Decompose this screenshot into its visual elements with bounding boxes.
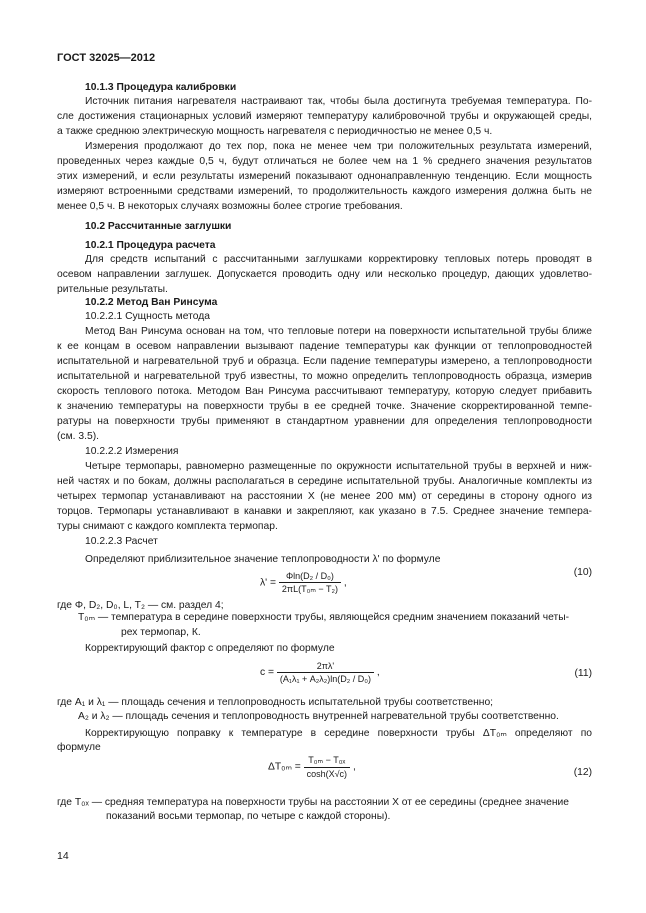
paragraph-line: проведенных через каждые 0,5 ч, будут отличаться не более чем на 1 % среднего значения результатов — [57, 156, 592, 167]
paragraph-line: Для средств испытаний с рассчитанными заглушками корректировку тепловых потерь проводят в — [85, 254, 592, 265]
paragraph-line: а также среднюю электрическую мощность нагревателя с периодичностью не менее 0,5 ч. — [57, 126, 493, 137]
fraction-numerator: Φln(D₂ / D₀) — [279, 571, 341, 583]
paragraph-line: к значению температуры на поверхности трубы в ее средней точке. Значение скорректированной темпе- — [57, 401, 592, 412]
heading-10-2-2: 10.2.2 Метод Ван Ринсума — [85, 297, 218, 308]
paragraph-line: испытательной и нагревательной труб и образца. Если падение температуры измерено, а теплопроводности — [57, 356, 592, 367]
equation-tail: , — [352, 761, 356, 773]
paragraph-line: (см. 3.5). — [57, 431, 99, 442]
paragraph-line: Корректирующую поправку к температуре в середине поверхности трубы ΔT₀ₘ определяют по — [85, 728, 592, 739]
paragraph-line: Измерения продолжают до тех пор, пока не менее чем три положительных результата измерений, — [85, 141, 592, 152]
paragraph-line: Определяют приблизительное значение теплопроводности λ' по формуле — [85, 554, 441, 565]
fraction-numerator: 2πλ' — [277, 661, 374, 673]
paragraph-line: ратуры на поверхности трубы применяют в стандартном уравнении для определения теплопроводности — [57, 416, 592, 427]
paragraph-line: скорость теплового потока. Методом Ван Ринсума рассчитывают температуру, которую следует прибавить — [57, 386, 592, 397]
equation-tail: , — [376, 667, 380, 679]
equation-lhs: λ' = — [260, 577, 276, 589]
where-line: A₂ и λ₂ — площадь сечения и теплопроводность внутренней нагревательной трубы соответственно. — [78, 711, 559, 722]
paragraph-line: измеряют встроенными средствами измерений, то продолжительность каждого измерения должна быть не — [57, 186, 592, 197]
equation-number: (10) — [573, 567, 592, 578]
paragraph-line: формуле — [57, 742, 101, 753]
paragraph-line: туры снимают с каждого комплекта термопар. — [57, 521, 278, 532]
equation-10 — [260, 571, 347, 595]
equation-number: (12) — [573, 767, 592, 778]
where-line: показаний восьми термопар, по четыре с каждой стороны). — [106, 811, 391, 822]
paragraph-line: этих измерений, и если результаты измерений показывают однонаправленную тенденцию. Если мощность — [57, 171, 592, 182]
fraction-denominator: (A₁λ₁ + A₂λ₂)ln(D₂ / D₀) — [279, 674, 371, 684]
equation-lhs: c = — [260, 667, 275, 679]
paragraph-line: Четыре термопары, равномерно размещенные по окружности испытательной трубы в верхней и ниж- — [85, 461, 592, 472]
equation-11 — [260, 661, 380, 684]
where-line: где T₀ₓ — средняя температура на поверхности трубы на расстоянии X от ее середины (среднее значение — [57, 797, 569, 808]
equation-lhs: ΔT₀ₘ = — [268, 761, 301, 773]
equation-fraction — [277, 661, 374, 684]
paragraph-line: осевом направлении заглушек. Допускается проводить одну или несколько процедур, дающих удовлетво- — [57, 269, 592, 280]
paragraph-line: рительные результаты. — [57, 284, 168, 295]
equation-12 — [268, 755, 356, 779]
equation-fraction — [304, 755, 350, 779]
equation-number: (11) — [574, 668, 592, 679]
paragraph-line: к ее концам в осевом направлении вызывают падение температуры как функции от теплопроводностей — [57, 341, 592, 352]
paragraph-line: менее 0,5 ч. В некоторых случаях возможны более строгие требования. — [57, 201, 403, 212]
paragraph-line: Корректирующий фактор c определяют по формуле — [85, 643, 335, 654]
heading-10-2-2-1: 10.2.2.1 Сущность метода — [85, 311, 210, 322]
fraction-denominator: 2πL(T₀ₘ − T₂) — [281, 584, 339, 594]
heading-10-2: 10.2 Рассчитанные заглушки — [85, 221, 232, 232]
paragraph-line: Источник питания нагревателя настраивают так, чтобы была достигнута требуемая температура. По- — [85, 96, 592, 107]
page-number: 14 — [57, 850, 69, 862]
paragraph-line: торцов. Термопары устанавливают в канавки и закрепляют, как указано в 7.5. Среднее значение темпера- — [57, 506, 592, 517]
heading-10-2-2-2: 10.2.2.2 Измерения — [85, 446, 179, 457]
where-line: T₀ₘ — температура в середине поверхности трубы, являющейся средним значением показаний четы- — [78, 612, 570, 623]
heading-10-2-2-3: 10.2.2.3 Расчет — [85, 536, 158, 547]
where-line: рех термопар, К. — [121, 627, 201, 638]
heading-10-1-3: 10.1.3 Процедура калибровки — [85, 82, 237, 93]
where-line: где A₁ и λ₁ — площадь сечения и теплопроводность испытательной трубы соответственно; — [57, 697, 494, 708]
paragraph-line: Метод Ван Ринсума основан на том, что тепловые потери на поверхности испытательной трубы ближе — [85, 326, 592, 337]
where-line: где Φ, D₂, D₀, L, T₂ — см. раздел 4; — [57, 600, 224, 611]
paragraph-line: четырех термопар устанавливают на расстоянии X (не менее 200 мм) от середины в сторону одного из — [57, 491, 592, 502]
fraction-numerator: T₀ₘ − T₀ₓ — [304, 755, 350, 768]
paragraph-line: ней частях и по бокам, должны располагаться в середине испытательной трубы. Аналогичные комплекты из — [57, 476, 592, 487]
running-header: ГОСТ 32025—2012 — [57, 52, 156, 64]
equation-tail: , — [343, 577, 347, 589]
heading-10-2-1: 10.2.1 Процедура расчета — [85, 240, 216, 251]
paragraph-line: испытательной и нагревательной труб известны, то можно определить теплопроводность образца, измерив — [57, 371, 592, 382]
equation-fraction — [279, 571, 341, 595]
fraction-denominator: cosh(X√c) — [306, 769, 348, 779]
paragraph-line: сле достижения стационарных условий измеряют температуру калибровочной трубы и окружающей среды, — [57, 111, 592, 122]
